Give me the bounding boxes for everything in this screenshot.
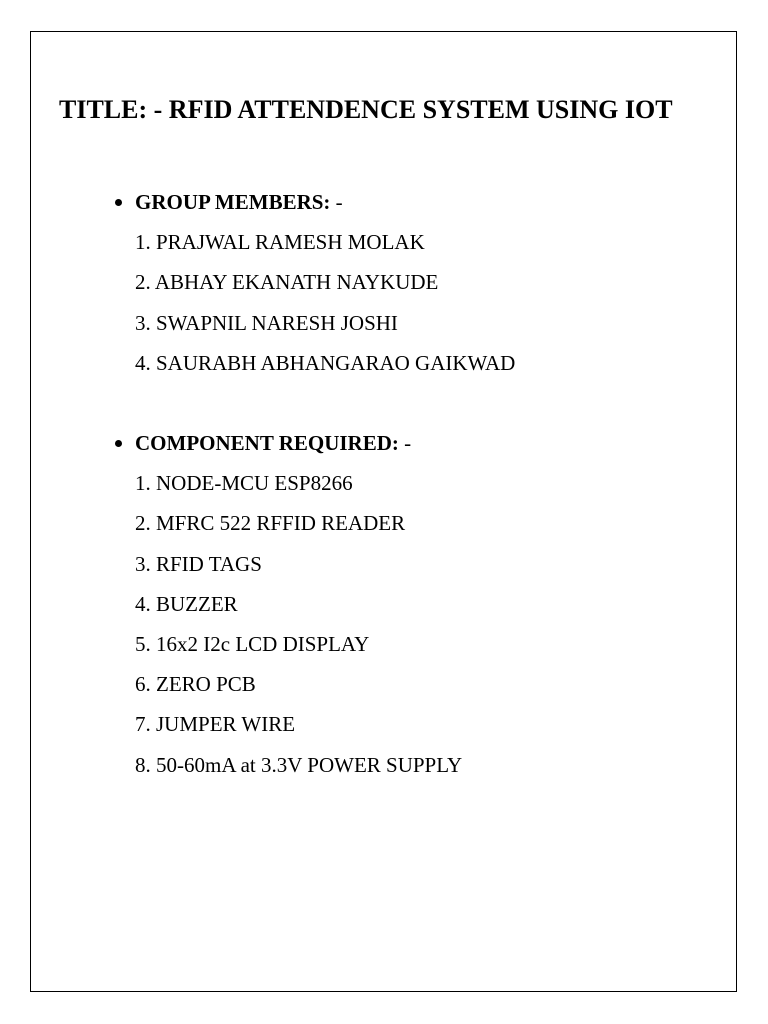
components-list [113,469,713,778]
components-section [113,429,713,779]
group-member-item: 2. ABHAY EKANATH NAYKUDE [135,270,439,295]
components-heading [113,429,713,457]
component-item: 3. RFID TAGS [135,551,262,576]
component-item: 6. ZERO PCB [135,672,256,697]
group-member-item: 3. SWAPNIL NARESH JOSHI [135,310,398,335]
group-members-heading-suffix: - [330,190,343,214]
components-heading-text: COMPONENT REQUIRED: [135,431,399,455]
group-members-heading-text: GROUP MEMBERS: [135,190,331,214]
group-member-item: 1. PRAJWAL RAMESH MOLAK [135,230,425,255]
component-item: 8. 50-60mA at 3.3V POWER SUPPLY [135,752,463,777]
document-title: TITLE: - RFID ATTENDENCE SYSTEM USING IOT [59,95,673,124]
components-heading-suffix: - [398,431,412,455]
group-member-item: 4. SAURABH ABHANGARAO GAIKWAD [135,350,516,375]
bullet-icon [115,440,122,447]
group-members-section [113,188,713,377]
component-item: 2. MFRC 522 RFFID READER [135,511,406,536]
component-item: 5. 16x2 I2c LCD DISPLAY [135,631,370,656]
group-members-heading [113,188,713,216]
component-item: 1. NODE-MCU ESP8266 [135,471,353,496]
bullet-icon [115,199,122,206]
group-members-list [113,228,713,377]
component-item: 4. BUZZER [135,591,238,616]
component-item: 7. JUMPER WIRE [135,712,296,737]
